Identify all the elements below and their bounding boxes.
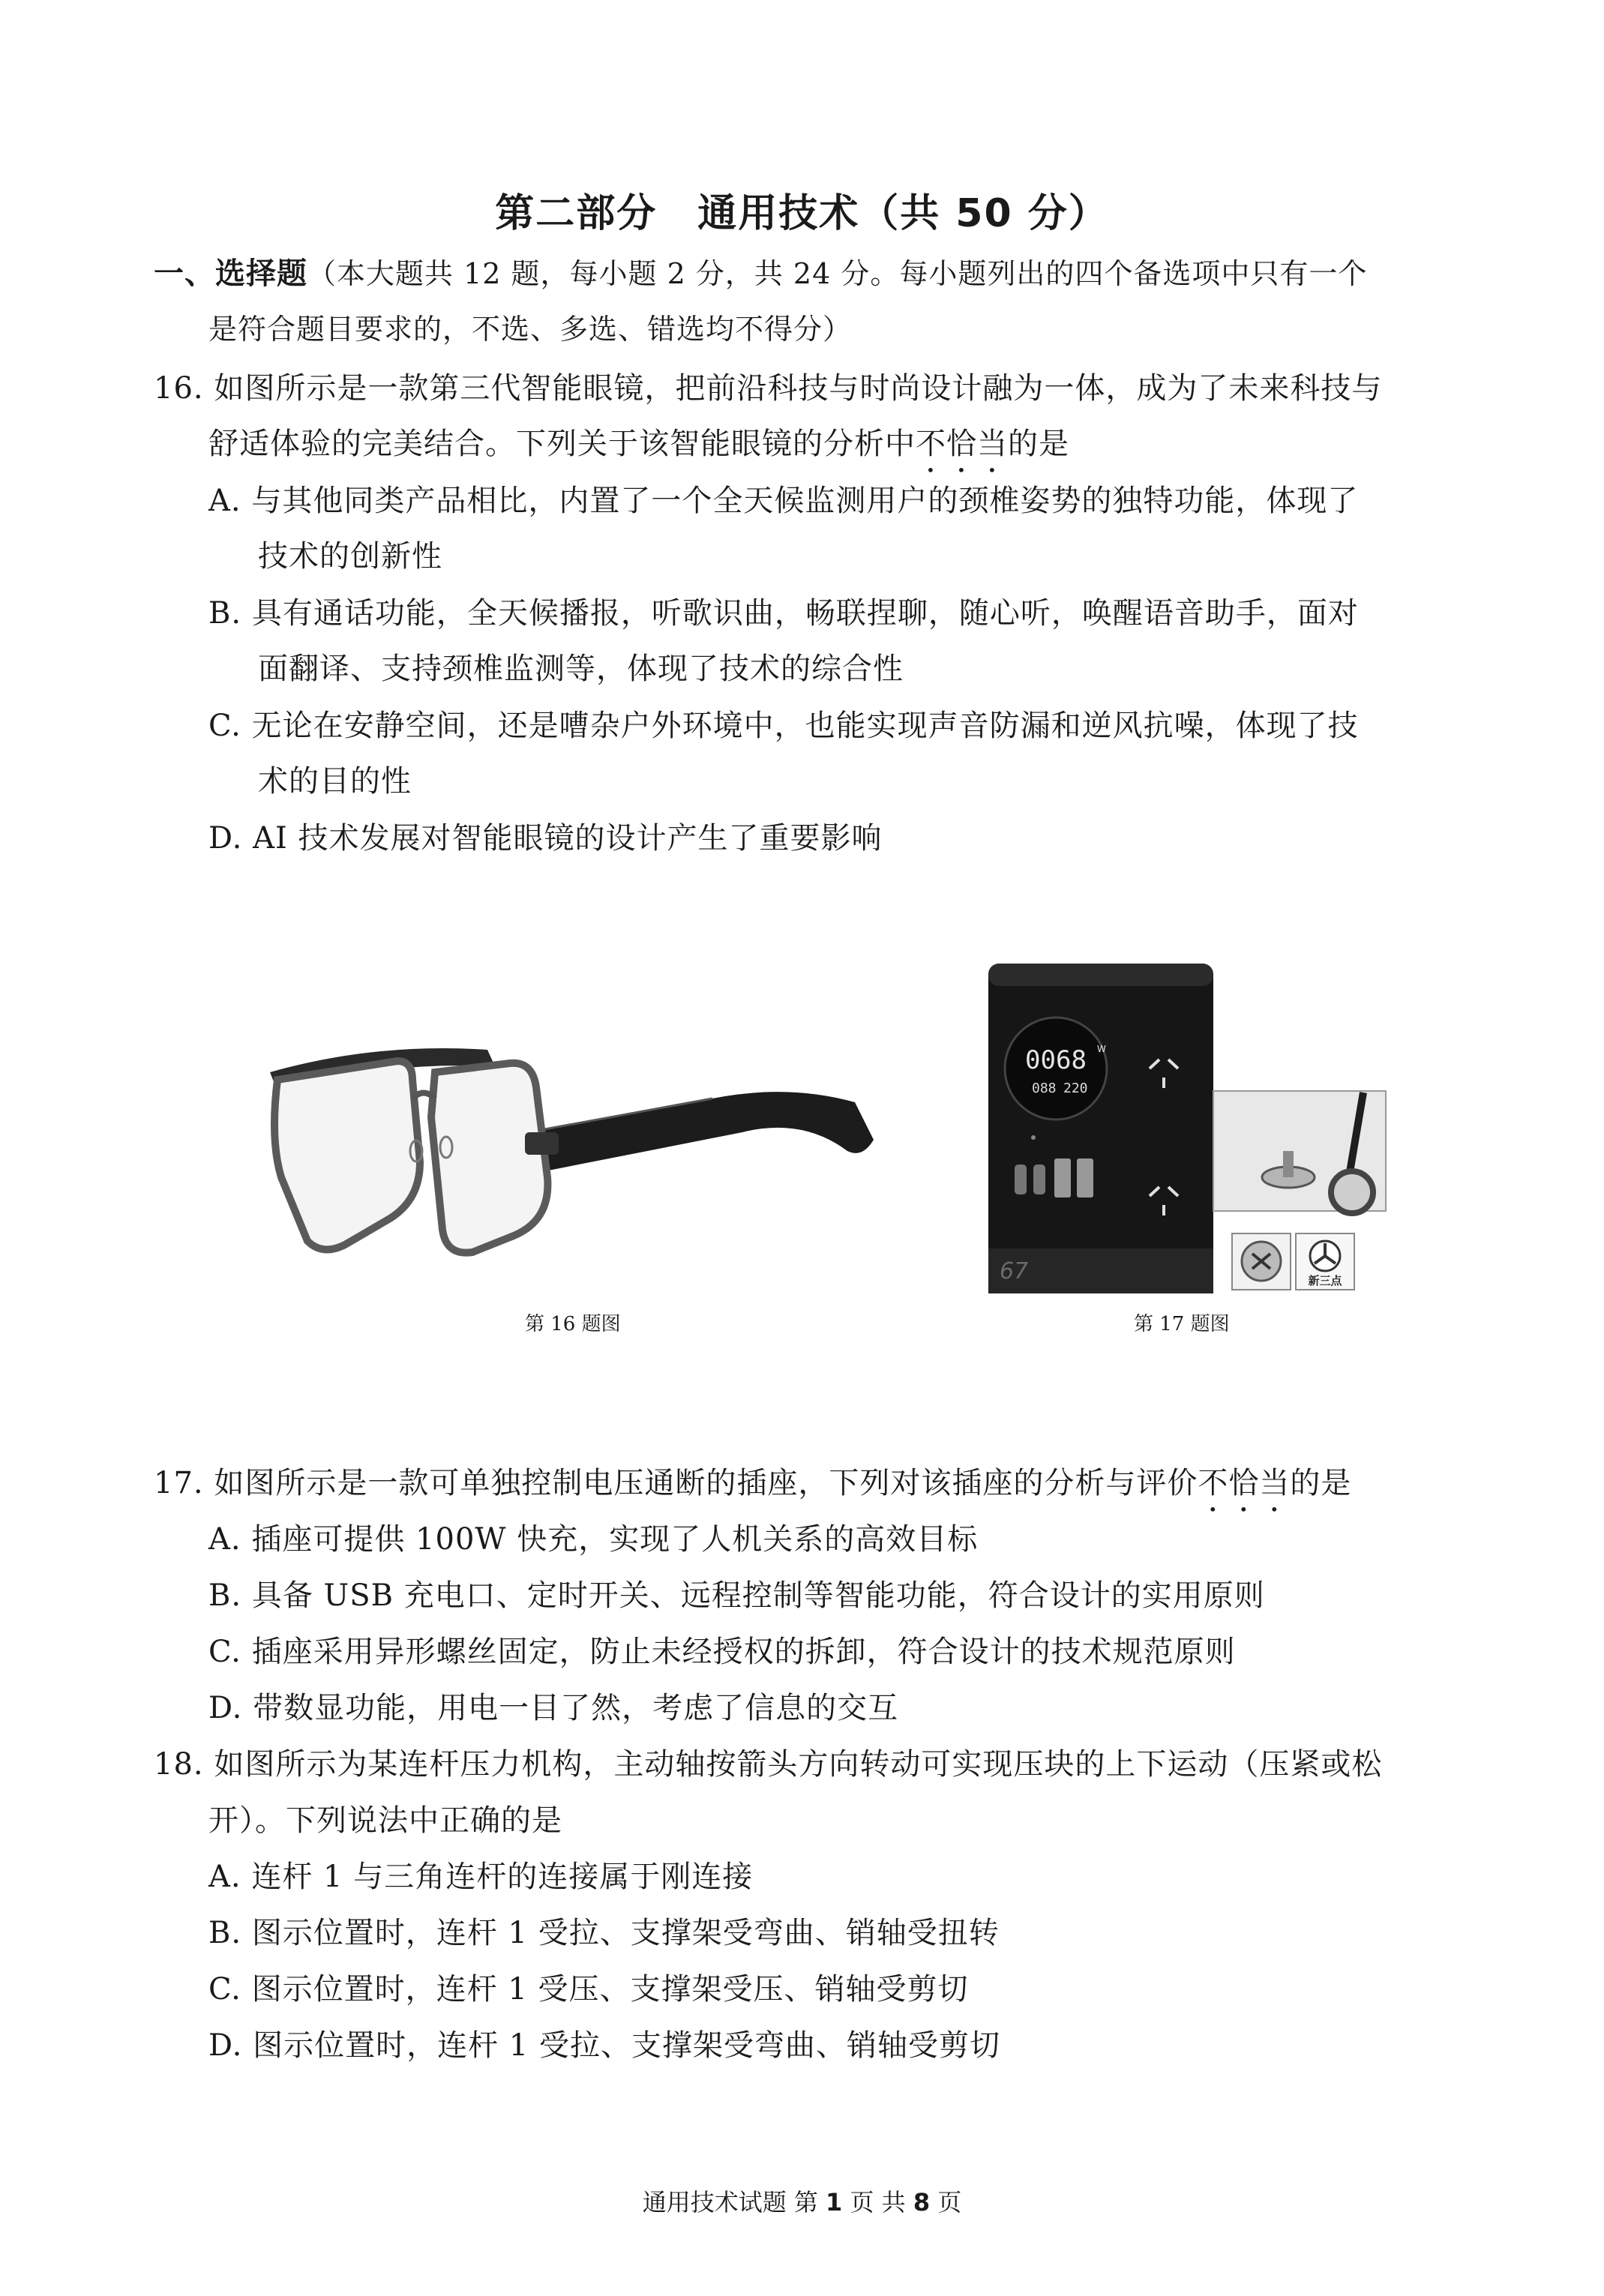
page-total: 8 bbox=[913, 2188, 931, 2217]
option-label: B. bbox=[208, 1916, 242, 1950]
q16-stem-post: 的是 bbox=[1008, 427, 1069, 461]
footer-pre: 通用技术试题 第 bbox=[642, 2188, 826, 2217]
option-label: B. bbox=[208, 1578, 242, 1613]
q18-option-c bbox=[208, 1965, 969, 2008]
option-text: AI 技术发展对智能眼镜的设计产生了重要影响 bbox=[253, 821, 883, 856]
icon-label: 新三点 bbox=[1308, 1274, 1342, 1287]
q16-option-d bbox=[208, 814, 882, 857]
option-label: A. bbox=[208, 1522, 241, 1557]
q16-option-c-line2: 术的目的性 bbox=[258, 764, 412, 799]
q16-stem-text: 如图所示是一款第三代智能眼镜，把前沿科技与时尚设计融为一体，成为了未来科技与 bbox=[214, 371, 1383, 406]
brand-logo: 67 bbox=[1000, 1258, 1029, 1284]
q16-emphasis: 不恰当 bbox=[916, 427, 1008, 461]
option-label: A. bbox=[208, 484, 241, 518]
display-small-reading: 088 bbox=[1032, 1081, 1057, 1096]
display-main-reading: 0068 bbox=[1025, 1045, 1087, 1075]
option-label: C. bbox=[208, 709, 241, 743]
q17-option-b bbox=[208, 1572, 1265, 1614]
power-strip-image bbox=[988, 964, 1393, 1301]
option-label: D. bbox=[208, 2028, 243, 2063]
footer-post: 页 bbox=[930, 2188, 962, 2217]
q16-stem-pre: 舒适体验的完美结合。下列关于该智能眼镜的分析中 bbox=[208, 427, 916, 461]
section-label: 一、选择题 bbox=[154, 256, 307, 291]
q16-number: 16. bbox=[154, 371, 204, 406]
section-note-line1: （本大题共 12 题，每小题 2 分，共 24 分。每小题列出的四个备选项中只有一个 bbox=[307, 257, 1368, 290]
page-footer bbox=[0, 2184, 1604, 2218]
option-text: 图示位置时，连杆 1 受拉、支撑架受弯曲、销轴受扭转 bbox=[251, 1916, 1000, 1950]
q17-option-a bbox=[208, 1515, 978, 1558]
display-voltage-reading: 220 bbox=[1063, 1081, 1088, 1096]
q18-stem-text: 如图所示为某连杆压力机构，主动轴按箭头方向转动可实现压块的上下运动（压紧或松 bbox=[214, 1747, 1383, 1782]
q16-stem-line2 bbox=[208, 420, 1069, 479]
display-w-unit: W bbox=[1097, 1044, 1106, 1054]
q18-stem-line2: 开）。下列说法中正确的是 bbox=[208, 1803, 562, 1838]
q16-option-b bbox=[208, 589, 1359, 632]
option-label: A. bbox=[208, 1860, 241, 1894]
option-label: D. bbox=[208, 821, 243, 856]
option-label: C. bbox=[208, 1635, 241, 1669]
option-text: 连杆 1 与三角连杆的连接属于刚连接 bbox=[251, 1860, 754, 1894]
option-text: 插座可提供 100W 快充，实现了人机关系的高效目标 bbox=[251, 1522, 979, 1557]
q18-option-d bbox=[208, 2022, 1000, 2064]
option-label: D. bbox=[208, 1691, 243, 1725]
section-header bbox=[154, 250, 1367, 292]
option-text: 带数显功能，用电一目了然，考虑了信息的交互 bbox=[253, 1691, 899, 1725]
q18-option-a bbox=[208, 1853, 753, 1896]
q18-option-b bbox=[208, 1909, 1000, 1952]
option-text: 无论在安静空间，还是嘈杂户外环境中，也能实现声音防漏和逆风抗噪，体现了技 bbox=[251, 709, 1359, 743]
q18-number: 18. bbox=[154, 1747, 204, 1782]
option-label: C. bbox=[208, 1972, 241, 2007]
q17-number: 17. bbox=[154, 1466, 204, 1500]
q18-stem-line1 bbox=[154, 1740, 1382, 1783]
fig16-caption: 第 16 题图 bbox=[525, 1313, 621, 1335]
option-text: 具有通话功能，全天候播报，听歌识曲，畅联捏聊，随心听，唤醒语音助手，面对 bbox=[251, 596, 1359, 631]
option-text: 图示位置时，连杆 1 受拉、支撑架受弯曲、销轴受剪切 bbox=[253, 2028, 1000, 2063]
q16-stem-line1 bbox=[154, 364, 1382, 407]
section-note-line2: 是符合题目要求的，不选、多选、错选均不得分） bbox=[208, 313, 853, 346]
fig17-caption: 第 17 题图 bbox=[1134, 1313, 1230, 1335]
option-label: B. bbox=[208, 596, 242, 631]
q16-option-a bbox=[208, 477, 1358, 520]
option-text: 图示位置时，连杆 1 受压、支撑架受压、销轴受剪切 bbox=[251, 1972, 969, 2007]
option-text: 与其他同类产品相比，内置了一个全天候监测用户的颈椎姿势的独特功能，体现了 bbox=[251, 484, 1359, 518]
q16-option-b-line2: 面翻译、支持颈椎监测等，体现了技术的综合性 bbox=[258, 652, 904, 686]
page-number: 1 bbox=[826, 2188, 843, 2217]
q16-option-a-line2: 技术的创新性 bbox=[258, 539, 442, 574]
q17-option-d bbox=[208, 1684, 898, 1727]
q17-stem bbox=[154, 1459, 1351, 1518]
q17-stem-pre: 如图所示是一款可单独控制电压通断的插座，下列对该插座的分析与评价 bbox=[214, 1466, 1198, 1500]
option-text: 插座采用异形螺丝固定，防止未经授权的拆卸，符合设计的技术规范原则 bbox=[251, 1635, 1236, 1669]
smart-glasses-image bbox=[262, 1027, 885, 1275]
page-title: 第二部分 通用技术（共 50 分） bbox=[495, 191, 1109, 236]
footer-mid: 页 共 bbox=[842, 2188, 913, 2217]
option-text: 具备 USB 充电口、定时开关、远程控制等智能功能，符合设计的实用原则 bbox=[251, 1578, 1265, 1613]
q16-option-c bbox=[208, 702, 1359, 745]
q17-stem-post: 的是 bbox=[1290, 1466, 1352, 1500]
q17-option-c bbox=[208, 1628, 1236, 1671]
q17-emphasis: 不恰当 bbox=[1198, 1466, 1291, 1500]
